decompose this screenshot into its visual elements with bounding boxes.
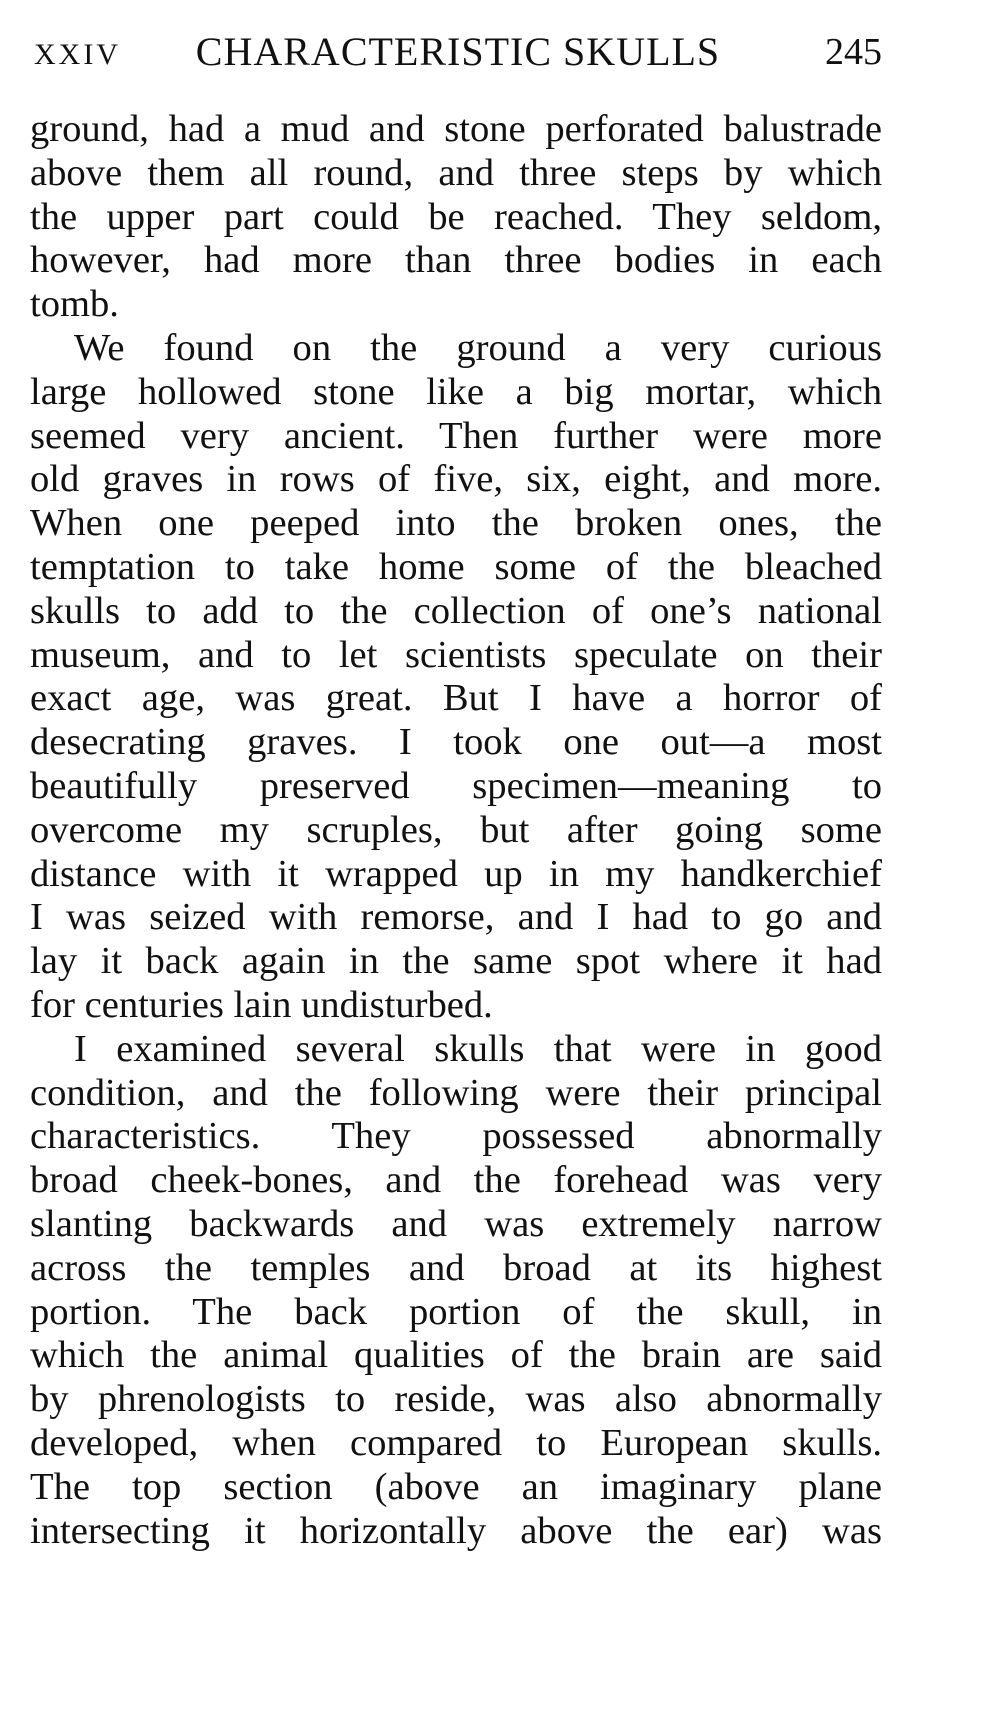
text-line: old graves in rows of five, six, eight, and more. — [30, 458, 882, 501]
text-line: temptation to take home some of the bleached — [30, 545, 882, 588]
running-head — [34, 22, 882, 82]
text-line: desecrating graves. I took one out—a most — [30, 721, 882, 764]
chapter-title: CHARACTERISTIC SKULLS — [195, 29, 721, 74]
text-line: seemed very ancient. Then further were more — [30, 414, 882, 457]
body-text — [30, 108, 882, 1553]
chapter-number: XXIV — [34, 38, 121, 71]
text-line: large hollowed stone like a big mortar, which — [30, 370, 882, 413]
text-line: developed, when compared to European skulls. — [30, 1421, 882, 1464]
text-line: I was seized with remorse, and I had to go and — [30, 896, 882, 939]
text-line: skulls to add to the collection of one’s national — [30, 589, 882, 632]
paragraph-1 — [30, 108, 882, 327]
text-line: characteristics. They possessed abnormally — [30, 1115, 882, 1158]
text-line: beautifully preserved specimen—meaning to — [30, 764, 882, 807]
text-line: for centuries lain undisturbed. — [30, 983, 493, 1026]
text-line: ground, had a mud and stone perforated balustrade — [30, 108, 882, 150]
text-line: above them all round, and three steps by which — [30, 151, 882, 194]
text-line: intersecting it horizontally above the ear) was — [30, 1509, 882, 1552]
page-number: 245 — [825, 31, 882, 73]
text-line: across the temples and broad at its highest — [30, 1246, 882, 1289]
text-line: distance with it wrapped up in my handkerchief — [30, 852, 882, 895]
text-line: portion. The back portion of the skull, in — [30, 1290, 882, 1333]
text-line: by phrenologists to reside, was also abnormally — [30, 1378, 882, 1421]
text-line: lay it back again in the same spot where it had — [30, 940, 882, 983]
text-line: which the animal qualities of the brain are said — [30, 1334, 882, 1377]
text-line: slanting backwards and was extremely narrow — [30, 1202, 882, 1245]
text-line: tomb. — [30, 283, 119, 326]
text-line: When one peeped into the broken ones, the — [30, 502, 882, 545]
text-line: condition, and the following were their principal — [30, 1071, 882, 1114]
text-line: I examined several skulls that were in good — [74, 1027, 882, 1070]
text-line: museum, and to let scientists speculate on their — [30, 633, 882, 676]
text-line: however, had more than three bodies in each — [30, 239, 882, 282]
text-line: overcome my scruples, but after going some — [30, 808, 882, 851]
text-line: The top section (above an imaginary plane — [30, 1465, 882, 1508]
text-line: the upper part could be reached. They seldom, — [30, 195, 882, 238]
paragraph-2 — [30, 327, 882, 1028]
paragraph-3 — [30, 1028, 882, 1554]
text-line: broad cheek-bones, and the forehead was very — [30, 1159, 882, 1202]
text-line: We found on the ground a very curious — [74, 326, 882, 369]
text-line: exact age, was great. But I have a horror of — [30, 677, 882, 720]
